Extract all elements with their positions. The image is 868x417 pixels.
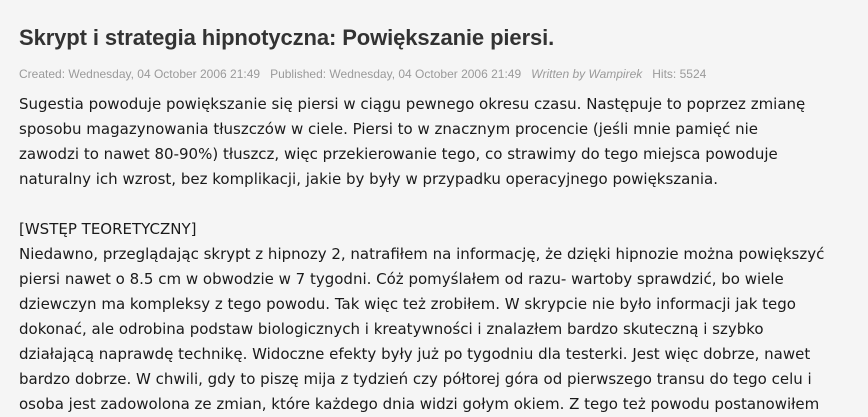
article-meta [19, 67, 706, 81]
article-title: Skrypt i strategia hipnotyczna: Powiększanie piersi. [19, 25, 555, 50]
author-byline: Written by Wampirek [531, 67, 643, 81]
body-line: naturalny ich wzrost, bez komplikacji, jakie by były w przypadku operacyjnego powiększania. [19, 170, 719, 188]
hits-count: Hits: 5524 [652, 67, 707, 81]
body-line: osoba jest zadowolona ze zmian, które każdego dnia widzi gołym okiem. Z tego też powodu postanowiłem [19, 395, 820, 413]
created-date: Created: Wednesday, 04 October 2006 21:49 [19, 67, 261, 81]
body-line: działającą naprawdę technikę. Widoczne efekty były już po tygodniu dla testerki. Jest więc dobrze, nawet [19, 345, 811, 363]
body-line: dziewczyn ma kompleksy z tego powodu. Tak więc też zrobiłem. W skrypcie nie było informacji jak tego [19, 295, 796, 313]
body-line: sposobu magazynowania tłuszczów w ciele. Piersi to w znacznym procencie (jeśli mnie pamięć nie [19, 120, 758, 138]
body-line: bardzo dobrze. W chwili, gdy to piszę mija z tydzień czy półtorej góra od pierwszego transu do tego celu i [19, 370, 812, 388]
body-line: Sugestia powoduje powiększanie się piersi w ciągu pewnego okresu czasu. Następuje to poprzez zmianę [19, 95, 806, 113]
article-body [19, 92, 868, 417]
body-line: Niedawno, przeglądając skrypt z hipnozy 2, natrafiłem na informację, że dzięki hipnozie można powiększyć [19, 245, 825, 263]
published-date: Published: Wednesday, 04 October 2006 21:49 [270, 67, 522, 81]
body-line: zawodzi to nawet 80-90%) tłuszcz, więc przekierowanie tego, co strawimy do tego miejsca powoduje [19, 145, 778, 163]
section-heading: [WSTĘP TEORETYCZNY] [19, 220, 197, 238]
body-line: piersi nawet o 8.5 cm w obwodzie w 7 tygodni. Cóż pomyślałem od razu- wartoby sprawdzić, bo wiele [19, 270, 784, 288]
body-line: dokonać, ale odrobina podstaw biologicznych i kreatywności i znalazłem bardzo skuteczną i szybko [19, 320, 764, 338]
paragraph-spacer [19, 192, 868, 217]
